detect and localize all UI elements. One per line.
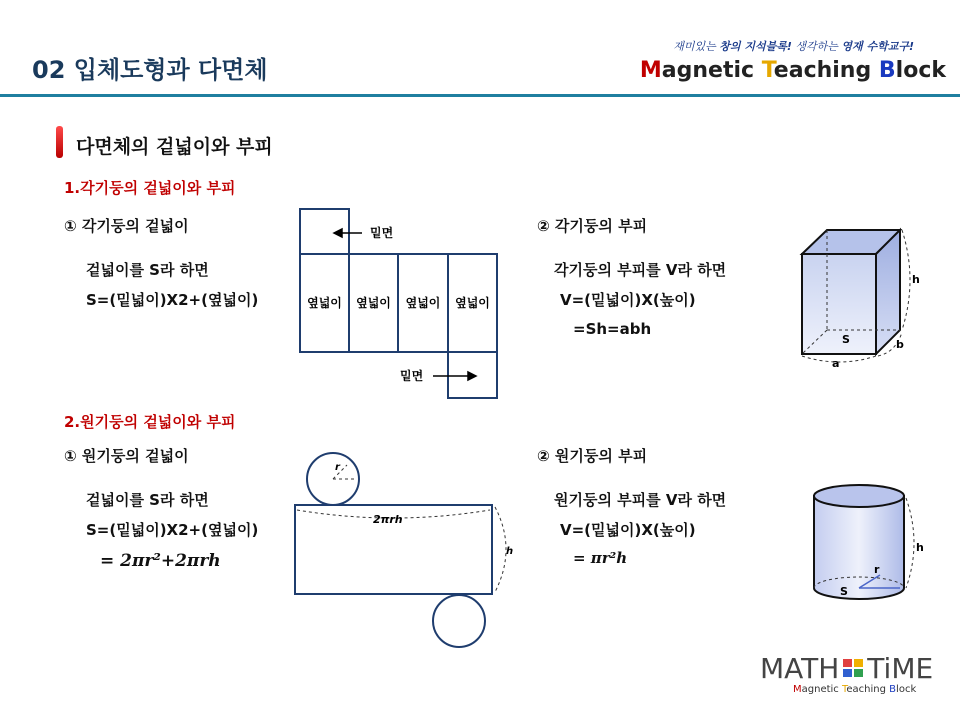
cylinder-label-r: r: [874, 563, 880, 576]
cylinder-net-bottom-circle: [433, 595, 485, 647]
cylinder-volume-line1: 원기둥의 부피를 V라 하면: [554, 491, 727, 509]
cylinder-top-face: [814, 485, 904, 507]
brand-part-agnetic: agnetic: [661, 58, 762, 83]
cuboid-label-h: h: [912, 273, 920, 286]
tagline: [673, 38, 914, 54]
brand-part-eaching: eaching: [773, 58, 879, 83]
logo-sub-b: B: [889, 684, 897, 695]
cylinder-net-label-h: h: [506, 546, 514, 557]
logo-sub-eaching: eaching: [846, 684, 890, 695]
cuboid-front-face: [802, 254, 876, 354]
brand-letter-m: M: [639, 58, 662, 83]
tagline-part-3: 생각하는: [791, 40, 842, 53]
arrow-right-icon: [468, 372, 476, 380]
header-rule: [0, 94, 960, 97]
prism-net-side-label-3: 옆넓이: [405, 296, 441, 310]
section-marker: [56, 126, 63, 158]
tagline-part-4: 영재 수학교구!: [841, 40, 914, 53]
prism-net-side-label-1: 옆넓이: [307, 296, 342, 310]
prism-net-side-label-2: 옆넓이: [356, 296, 391, 310]
cylinder-volume-line2: V=(밑넓이)X(높이): [560, 521, 696, 539]
logo-time-text: TiME: [867, 652, 934, 685]
brand-part-lock: lock: [895, 58, 946, 83]
cylinder-body: [814, 496, 904, 599]
math-time-logo: [760, 652, 933, 685]
prism-heading: 1.각기둥의 겉넓이와 부피: [64, 179, 236, 197]
prism-net-diagram: [290, 200, 510, 405]
cylinder-diagram: [800, 478, 930, 610]
cylinder-area-heading: ① 원기둥의 겉넓이: [64, 447, 189, 465]
cylinder-heading: 2.원기둥의 겉넓이와 부피: [64, 413, 236, 431]
prism-area-line1: 겉넓이를 S라 하면: [86, 261, 209, 279]
tagline-part-2: 창의 지석블록!: [719, 40, 792, 53]
prism-volume-line3: =Sh=abh: [573, 320, 652, 338]
logo-sub-m: M: [793, 684, 802, 695]
prism-net-side-label-4: 옆넓이: [455, 296, 490, 310]
brand-letter-t: T: [761, 58, 774, 83]
logo-cube-icon: [841, 653, 865, 675]
cylinder-label-s: S: [840, 585, 848, 598]
prism-volume-heading: ② 각기둥의 부피: [537, 217, 648, 235]
cylinder-volume-heading: ② 원기둥의 부피: [537, 447, 648, 465]
prism-area-heading: ① 각기둥의 겉넓이: [64, 217, 189, 235]
brand-name: [640, 58, 946, 83]
cylinder-area-line2: S=(밑넓이)X2+(옆넓이): [86, 521, 259, 539]
cylinder-net-diagram: [285, 448, 525, 656]
page-title: 02 입체도형과 다면체: [32, 56, 268, 84]
arrow-left-icon: [334, 229, 342, 237]
logo-sub-t: T: [841, 684, 847, 695]
cylinder-label-h: h: [916, 541, 924, 554]
prism-volume-line1: 각기둥의 부피를 V라 하면: [554, 261, 727, 279]
logo-subtitle: [793, 684, 916, 695]
prism-area-line2: S=(밑넓이)X2+(옆넓이): [86, 291, 259, 309]
logo-sub-lock: lock: [896, 684, 917, 695]
cylinder-area-formula: = 2πr²+2πrh: [100, 551, 221, 571]
tagline-part-1: 재미있는: [673, 40, 720, 53]
cuboid-label-s: S: [842, 333, 850, 346]
cuboid-label-a: a: [832, 357, 840, 370]
cylinder-area-line1: 겉넓이를 S라 하면: [86, 491, 209, 509]
brand-letter-b: B: [878, 58, 896, 83]
cuboid-label-b: b: [896, 338, 904, 351]
logo-math-text: MATH: [760, 652, 840, 685]
prism-volume-line2: V=(밑넓이)X(높이): [560, 291, 696, 309]
cylinder-net-label-r: r: [335, 462, 340, 473]
section-title: 다면체의 겉넓이와 부피: [76, 136, 273, 158]
logo-sub-agnetic: agnetic: [801, 684, 842, 695]
prism-net-bottom-label: 밑면: [400, 369, 424, 383]
cylinder-net-label-length: 2πrh: [373, 513, 403, 526]
cuboid-diagram: [790, 220, 930, 375]
prism-net-top-label: 밑면: [370, 226, 394, 240]
cylinder-volume-formula: = πr²h: [573, 549, 628, 567]
